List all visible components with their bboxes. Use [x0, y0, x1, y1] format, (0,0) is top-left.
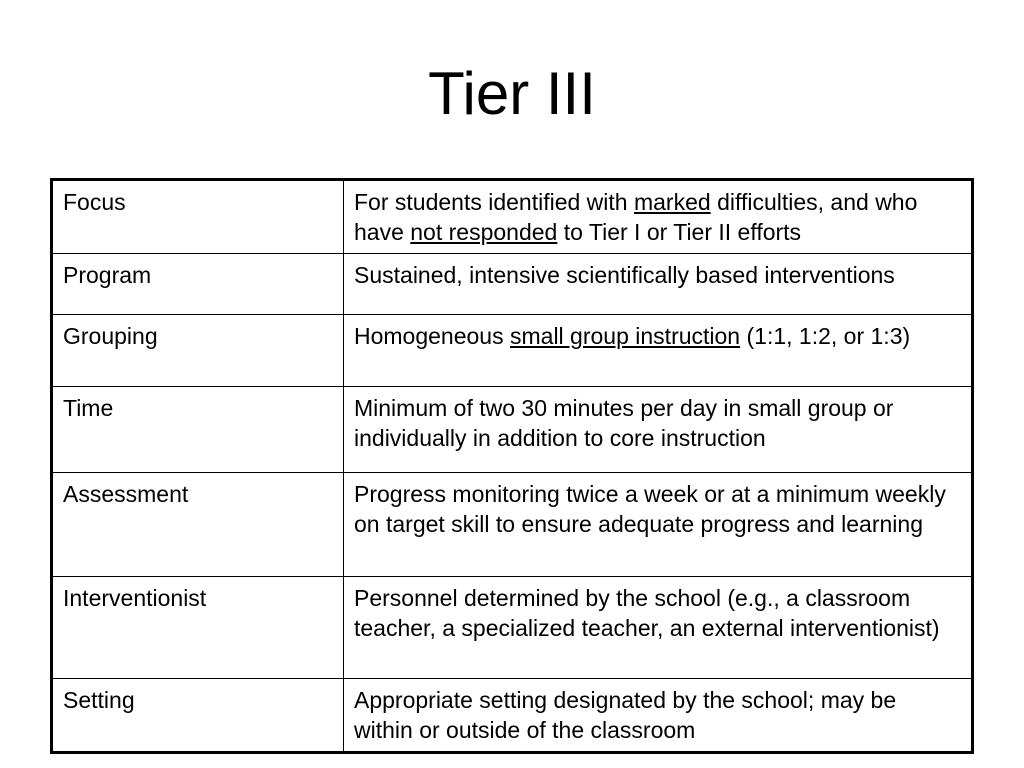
underlined-text: not responded [410, 219, 558, 245]
table-row [52, 387, 973, 473]
underlined-text: small group instruction [510, 323, 741, 349]
description-text: Appropriate setting designated by the school; may be within or outside of the classroom [354, 687, 897, 743]
row-label: Focus [52, 180, 344, 254]
description-text: (1:1, 1:2, or 1:3) [740, 323, 911, 349]
table-row [52, 473, 973, 577]
row-description [344, 387, 973, 473]
row-description [344, 473, 973, 577]
description-text: Minimum of two 30 minutes per day in small group or individually in addition to core instruction [354, 395, 894, 451]
row-label: Setting [52, 679, 344, 753]
table-row [52, 180, 973, 254]
row-label: Interventionist [52, 577, 344, 679]
description-text: to Tier I or Tier II efforts [557, 219, 802, 245]
slide-title: Tier III [428, 60, 596, 127]
description-text: Sustained, intensive scientifically based interventions [354, 262, 895, 288]
table-row [52, 254, 973, 315]
description-text: For students identified with [354, 189, 634, 215]
row-label: Assessment [52, 473, 344, 577]
description-text: Progress monitoring twice a week or at a minimum weekly on target skill to ensure adequate progress and learning [354, 481, 946, 537]
row-label: Grouping [52, 315, 344, 387]
description-text: Homogeneous [354, 323, 510, 349]
table-row [52, 315, 973, 387]
row-description [344, 315, 973, 387]
row-description [344, 679, 973, 753]
underlined-text: marked [633, 189, 711, 215]
row-description [344, 254, 973, 315]
row-label: Program [52, 254, 344, 315]
tier-table [50, 178, 974, 754]
row-label: Time [52, 387, 344, 473]
table-row [52, 679, 973, 753]
row-description [344, 577, 973, 679]
table-row [52, 577, 973, 679]
description-text: Personnel determined by the school (e.g., a classroom teacher, a specialized teacher, an external interventionist) [354, 585, 940, 641]
row-description [344, 180, 973, 254]
description-text: difficulties, and who have [354, 189, 918, 245]
